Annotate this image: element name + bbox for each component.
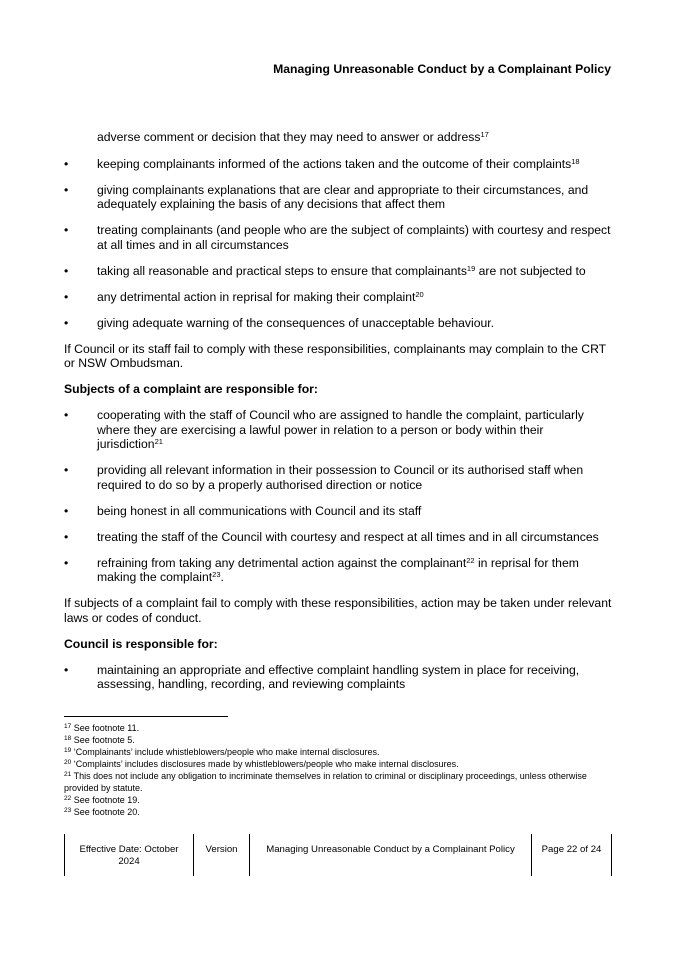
list-item: [64, 223, 612, 252]
list-item-text: providing all relevant information in their possession to Council or its authorised staff when required to do so by a properly authorised direction or notice: [97, 463, 584, 492]
footnote-ref-22[interactable]: 22: [466, 555, 475, 565]
footnote-19: [64, 746, 614, 758]
list-item-text-after: in reprisal for them making the complaint: [97, 555, 579, 584]
list-item: [64, 408, 612, 452]
list-item: [64, 504, 612, 519]
footer-document-title: Managing Unreasonable Conduct by a Complainant Policy: [249, 834, 531, 876]
footnote-23: [64, 806, 614, 818]
list-item: [64, 316, 612, 331]
footnote-number: 21: [64, 771, 72, 778]
footnote-separator: [64, 716, 228, 717]
footnote-text: See footnote 19.: [71, 795, 140, 805]
footnote-text: See footnote 20.: [71, 807, 140, 817]
section-heading-council: Council is responsible for:: [64, 636, 218, 651]
list-item: [64, 264, 612, 279]
footnote-ref-20[interactable]: 20: [415, 289, 424, 299]
list-item-text: maintaining an appropriate and effective complaint handling system in place for receiving, assessing, handling, recording, and reviewing complaints: [97, 662, 580, 691]
list-item: [64, 290, 612, 305]
council-responsibilities-list: [64, 663, 612, 692]
footer-effective-date: Effective Date: October 2024: [64, 834, 193, 876]
list-item-text: treating the staff of the Council with courtesy and respect at all times and in all circumstances: [97, 529, 599, 544]
footnote-number: 17: [64, 723, 72, 730]
footnote-number: 23: [64, 807, 72, 814]
list-item-text: cooperating with the staff of Council who are assigned to handle the complaint, particularly where they are exercising a lawful power in relation to a person or body within their jurisdiction: [97, 408, 584, 451]
paragraph-subject-failure: If subjects of a complaint fail to comply with these responsibilities, action may be taken under relevant laws or codes of conduct.: [64, 596, 612, 625]
list-item-text: refraining from taking any detrimental action against the complainant: [97, 555, 467, 570]
footnote-number: 18: [64, 735, 72, 742]
footnote-20: [64, 758, 614, 770]
footnote-number: 22: [64, 795, 72, 802]
footnote-18: [64, 734, 614, 746]
list-item-text: any detrimental action in reprisal for making their complaint: [97, 289, 416, 304]
footnote-ref-19[interactable]: 19: [466, 263, 476, 273]
list-item-text: taking all reasonable and practical steps to ensure that complainants: [97, 263, 467, 278]
list-item: [64, 556, 612, 585]
list-item-text-end: .: [220, 570, 224, 584]
list-item: [64, 530, 612, 545]
footnote-text: See footnote 11.: [71, 723, 140, 733]
footnote-number: 20: [64, 759, 72, 766]
complainant-rights-list: [64, 157, 612, 331]
footnote-ref-18[interactable]: 18: [571, 156, 580, 166]
footnote-22: [64, 794, 614, 806]
footnote-text: See footnote 5.: [71, 735, 135, 745]
footnote-ref-17[interactable]: 17: [480, 130, 489, 139]
footer-version: Version: [193, 834, 249, 876]
footnote-number: 19: [64, 747, 72, 754]
continuation-text-body: adverse comment or decision that they may need to answer or address: [97, 130, 481, 144]
document-body: [64, 130, 612, 703]
list-item-text: giving adequate warning of the consequences of unacceptable behaviour.: [97, 315, 495, 330]
footnote-text: ‘Complainants’ include whistleblowers/people who make internal disclosures.: [71, 747, 380, 757]
list-item: [64, 157, 612, 172]
list-item: [64, 463, 612, 492]
paragraph-council-failure: If Council or its staff fail to comply with these responsibilities, complainants may complain to the CRT or NSW Ombudsman.: [64, 341, 606, 370]
footer-page-number: Page 22 of 24: [531, 834, 612, 876]
footnote-17: [64, 722, 614, 734]
footnote-21: [64, 770, 614, 794]
footnotes: [64, 722, 614, 818]
footnote-text: This does not include any obligation to incriminate themselves in relation to criminal or disciplinary proceedings, unless otherwise provided by statute.: [64, 771, 587, 793]
list-item-text: keeping complainants informed of the actions taken and the outcome of their complaints: [97, 156, 572, 171]
page-footer: [64, 834, 612, 876]
footnote-ref-21[interactable]: 21: [154, 437, 163, 446]
list-item-text: being honest in all communications with Council and its staff: [97, 503, 422, 518]
list-item: [64, 183, 612, 212]
page-header-title: Managing Unreasonable Conduct by a Complainant Policy: [273, 62, 611, 76]
footnote-text: ‘Complaints’ includes disclosures made by whistleblowers/people who make internal disclosures.: [71, 759, 459, 769]
list-item-text: giving complainants explanations that are clear and appropriate to their circumstances, and adequately explaining the basis of any decisions that affect them: [97, 182, 589, 211]
list-item-text: treating complainants (and people who are the subject of complaints) with courtesy and respect at all times and in all circumstances: [97, 223, 611, 252]
list-item-text-after: are not subjected to: [475, 263, 586, 278]
continuation-text: [64, 130, 612, 145]
section-heading-subjects: Subjects of a complaint are responsible for:: [64, 382, 318, 396]
subject-responsibilities-list: [64, 408, 612, 585]
footnote-ref-23[interactable]: 23: [212, 570, 221, 579]
list-item: [64, 663, 612, 692]
